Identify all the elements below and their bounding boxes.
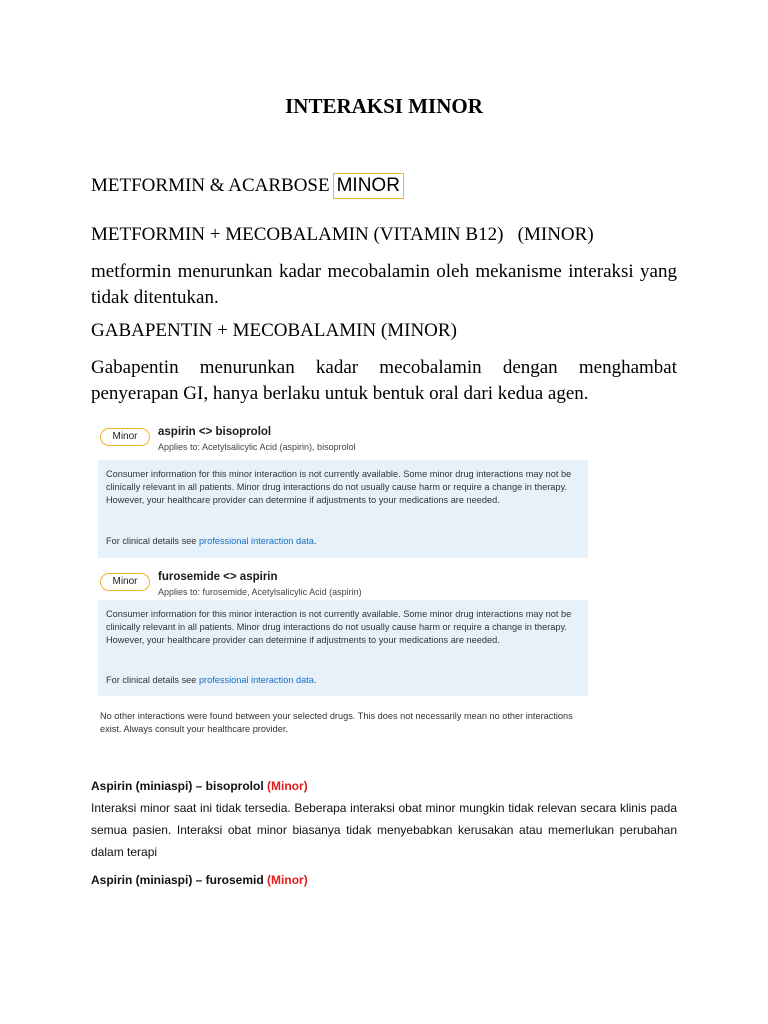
- interaction-info-box-1: [98, 460, 588, 558]
- clinical-details-prefix-2: For clinical details see: [106, 675, 199, 685]
- interaction-info-box-2: [98, 600, 588, 696]
- minor-interaction-paragraph: Interaksi minor saat ini tidak tersedia. Beberapa interaksi obat minor mungkin tidak relevan secara klinis pada semua pasien. Interaksi obat minor biasanya tidak menyebabkan kerusakan atau memerlukan perubahan dalam terapi: [91, 801, 677, 859]
- clinical-details-suffix-1: .: [313, 536, 317, 546]
- interaction-info-2: Consumer information for this minor interaction is not currently available. Some minor drug interactions may not be clinically relevant in all patients. Minor drug interactions do not usually cause harm or require a change in therapy. However, your healthcare provider can determine if adjustments to your medications are needed.: [106, 609, 572, 645]
- interaction-title-1: aspirin <> bisoprolol: [158, 426, 272, 438]
- minor-tag-2: (Minor): [267, 873, 308, 887]
- metformin-acarbose-heading: [91, 173, 404, 199]
- metformin-mecobalamin-heading: METFORMIN + MECOBALAMIN (VITAMIN B12) (MINOR): [91, 224, 594, 245]
- page-title: INTERAKSI MINOR: [285, 94, 483, 118]
- clinical-details-prefix-1: For clinical details see: [106, 536, 199, 546]
- gabapentin-mecobalamin-heading: GABAPENTIN + MECOBALAMIN (MINOR): [91, 320, 457, 341]
- aspirin-bisoprolol-text: Aspirin (miniaspi) – bisoprolol: [91, 779, 268, 793]
- aspirin-bisoprolol-heading: [91, 779, 308, 793]
- interaction-applies-2: Applies to: furosemide, Acetylsalicylic Acid (aspirin): [158, 587, 362, 597]
- minor-badge: MINOR: [333, 173, 404, 199]
- severity-pill-1: Minor: [100, 428, 150, 446]
- professional-data-link-1[interactable]: professional interaction data: [198, 536, 314, 546]
- clinical-details-suffix-2: .: [313, 675, 317, 685]
- interaction-title-2: furosemide <> aspirin: [158, 571, 278, 583]
- clinical-details-2: [106, 674, 582, 687]
- aspirin-furosemid-heading: [91, 873, 308, 887]
- clinical-details-1: [106, 535, 582, 548]
- aspirin-furosemid-text: Aspirin (miniaspi) – furosemid: [91, 873, 268, 887]
- interaction-info-1: Consumer information for this minor interaction is not currently available. Some minor drug interactions may not be clinically relevant in all patients. Minor drug interactions do not usually cause harm or require a change in therapy. However, your healthcare provider can determine if adjustments to your medications are needed.: [106, 469, 572, 505]
- no-other-interactions-note: No other interactions were found between your selected drugs. This does not necessarily mean no other interactions exist. Always consult your healthcare provider.: [100, 711, 573, 734]
- drug-interaction-screenshot: [96, 422, 592, 742]
- professional-data-link-2[interactable]: professional interaction data: [198, 675, 314, 685]
- interaction-header-2: [96, 567, 592, 597]
- severity-pill-2: Minor: [100, 573, 150, 591]
- interaction-applies-1: Applies to: Acetylsalicylic Acid (aspirin), bisoprolol: [158, 442, 356, 452]
- metformin-paragraph: metformin menurunkan kadar mecobalamin oleh mekanisme interaksi yang tidak ditentukan.: [91, 261, 677, 308]
- interaction-header-1: [96, 422, 592, 452]
- gabapentin-paragraph: Gabapentin menurunkan kadar mecobalamin dengan menghambat penyerapan GI, hanya berlaku untuk bentuk oral dari kedua agen.: [91, 357, 677, 404]
- minor-tag-1: (Minor): [267, 779, 308, 793]
- metformin-acarbose-text: METFORMIN & ACARBOSE: [91, 175, 330, 196]
